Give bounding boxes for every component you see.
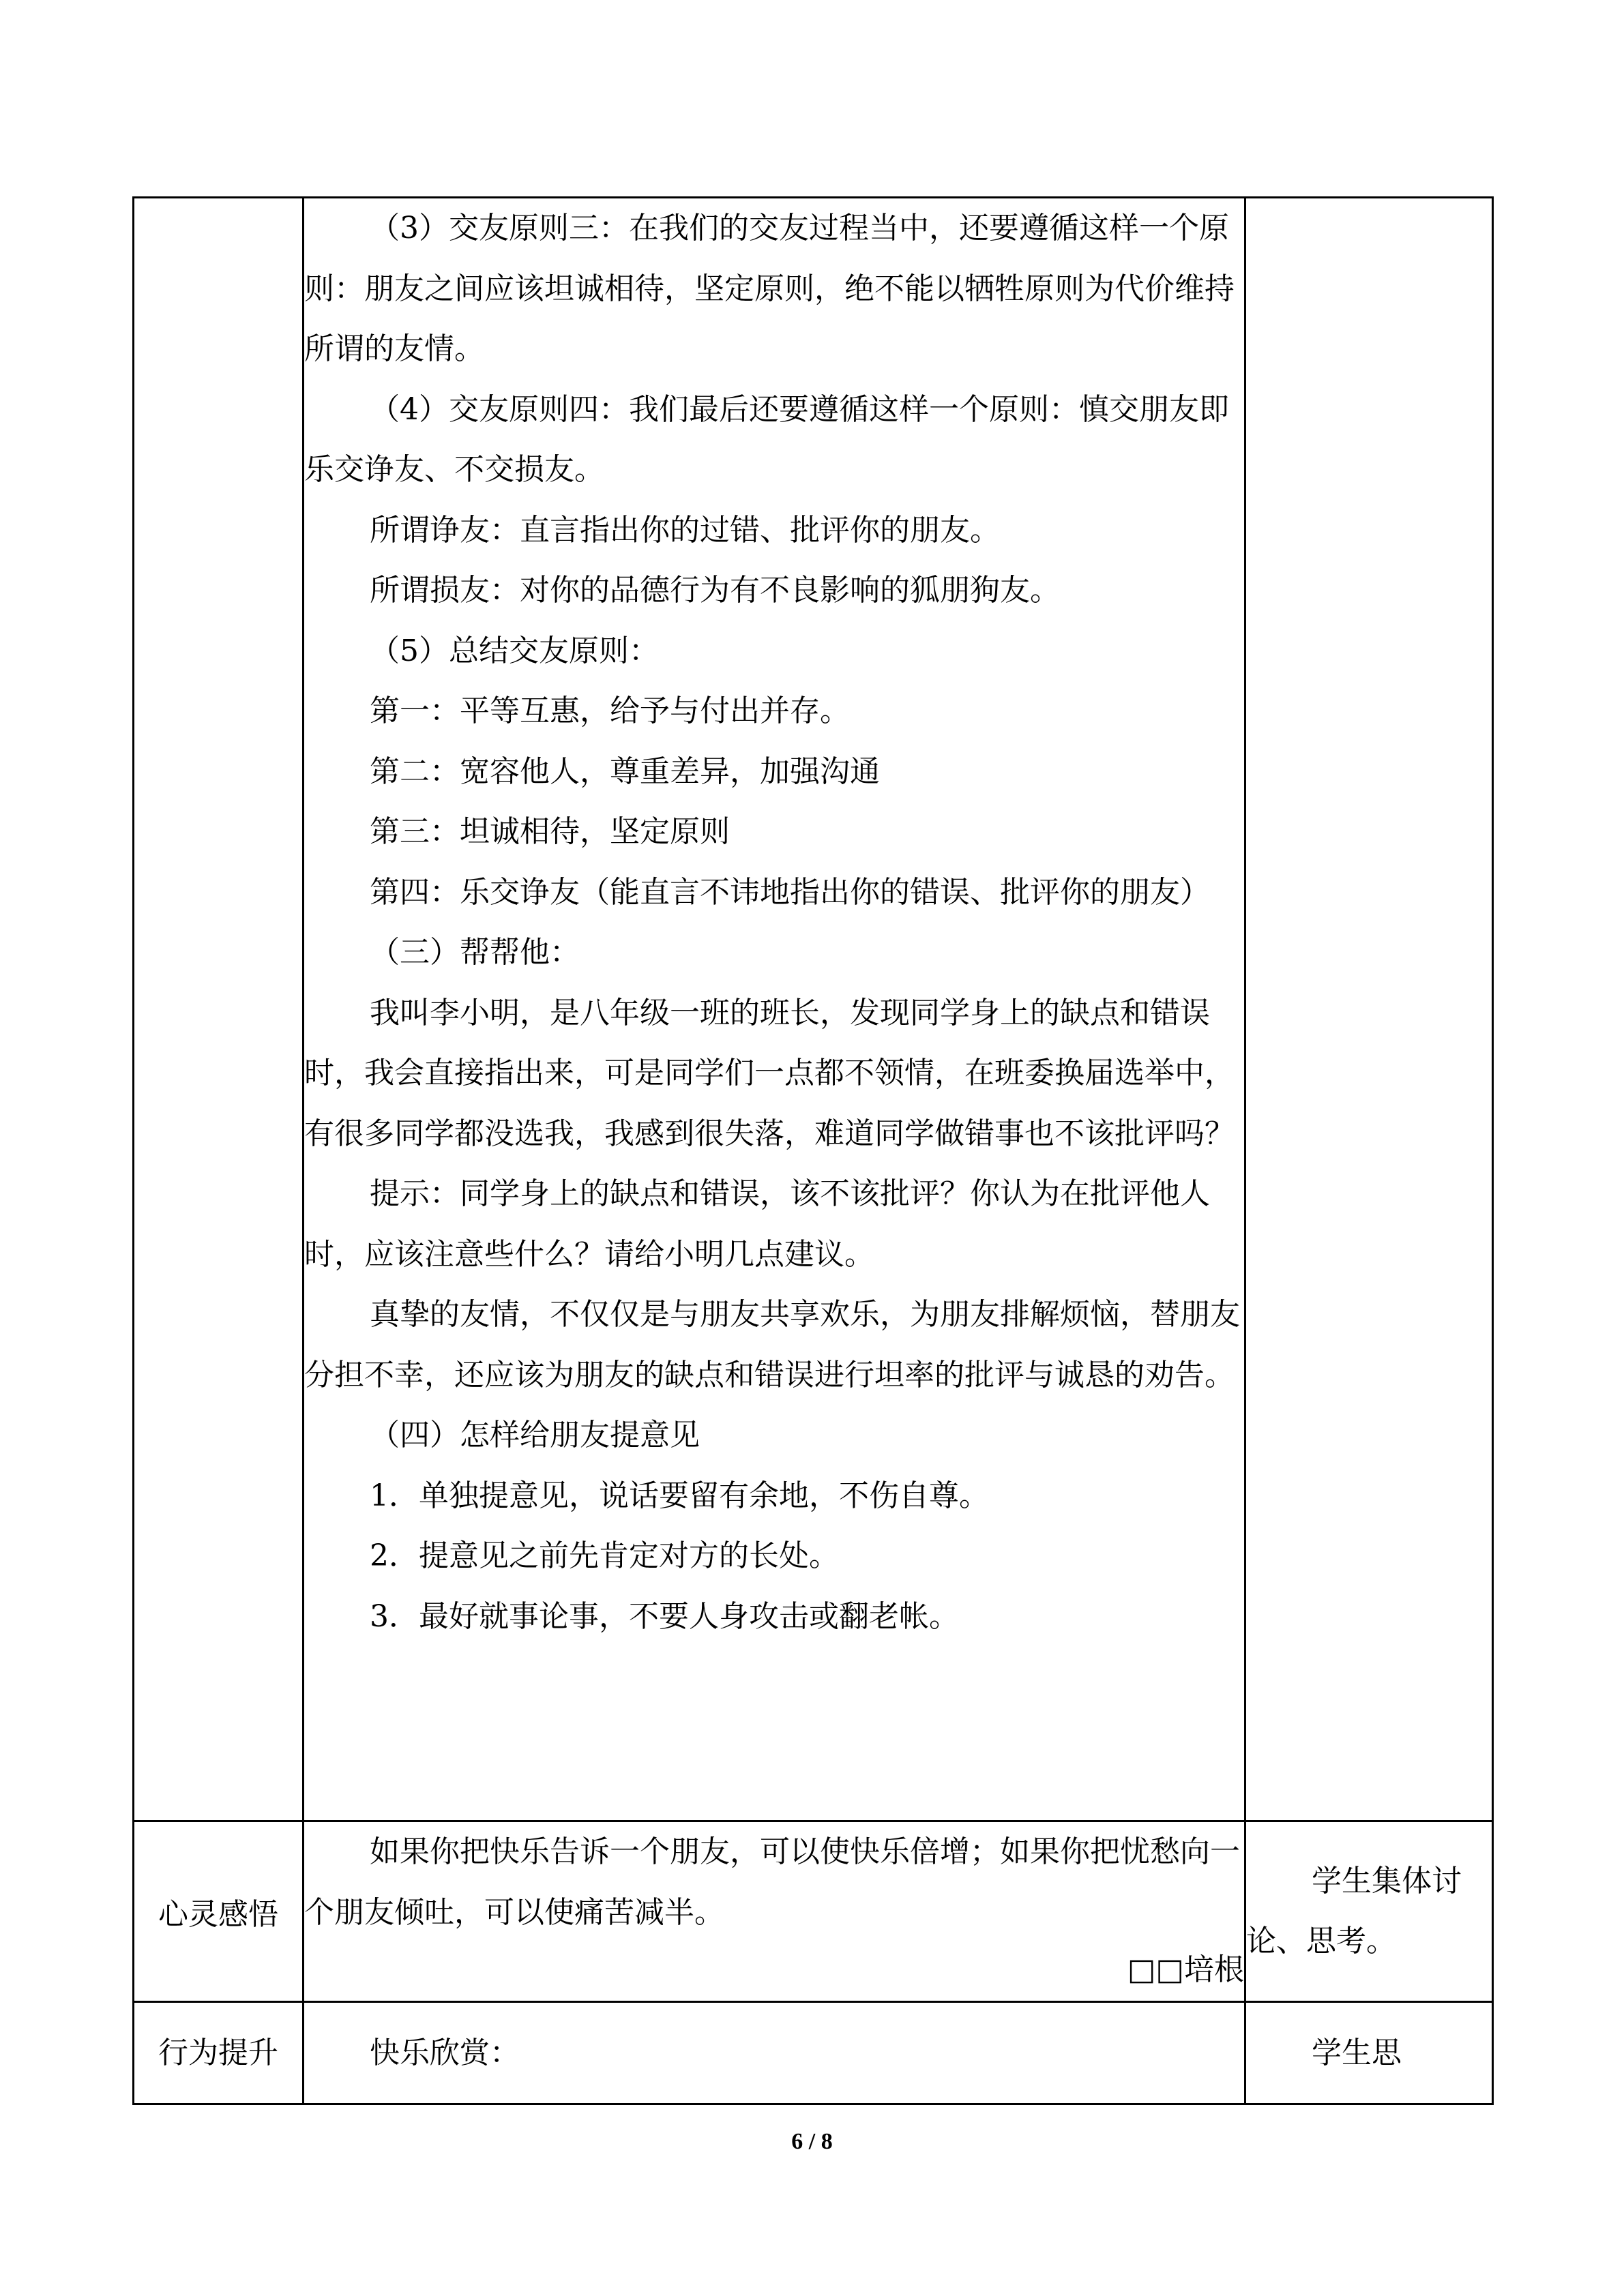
- paragraph: 第二：宽容他人，尊重差异，加强沟通: [370, 754, 880, 789]
- paragraph: 1．单独提意见，说话要留有余地，不伤自尊。: [370, 1478, 989, 1513]
- paragraph: （4）交友原则四：我们最后还要遵循这样一个原则：慎交朋友即乐交诤友、不交损友。: [304, 391, 1229, 487]
- page-number: 6 / 8: [791, 2129, 833, 2154]
- paragraph: 3．最好就事论事，不要人身攻击或翻老帐。: [370, 1598, 959, 1634]
- paragraph: 真挚的友情，不仅仅是与朋友共享欢乐，为朋友排解烦恼，替朋友分担不幸，还应该为朋友的缺点和错误进行坦率的批评与诚恳的劝告。: [304, 1297, 1240, 1392]
- label-cell-empty: [134, 198, 304, 1821]
- paragraph: （3）交友原则三：在我们的交友过程当中，还要遵循这样一个原则：朋友之间应该坦诚相待，坚定原则，绝不能以牺牲原则为代价维持所谓的友情。: [304, 211, 1235, 366]
- quote-text: 如果你把快乐告诉一个朋友，可以使快乐倍增；如果你把忧愁向一个朋友倾吐，可以使痛苦减半。: [304, 1834, 1240, 1930]
- paragraph: 快乐欣赏：: [370, 2035, 520, 2070]
- paragraph: （5）总结交友原则：: [370, 633, 659, 668]
- paragraph: （四）怎样给朋友提意见: [370, 1418, 700, 1452]
- content-cell: [304, 2002, 1245, 2104]
- side-cell-empty: [1245, 198, 1493, 1821]
- row-label: 行为提升: [134, 2002, 304, 2104]
- paragraph: 2．提意见之前先肯定对方的长处。: [370, 1538, 839, 1573]
- paragraph: 所谓诤友：直言指出你的过错、批评你的朋友。: [370, 512, 1000, 548]
- paragraph: （三）帮帮他：: [370, 935, 580, 970]
- lesson-plan-table: [132, 196, 1494, 2105]
- paragraph: 第三：坦诚相待，坚定原则: [370, 814, 730, 849]
- activity-cell: [1245, 2002, 1493, 2104]
- activity-text: 学生思: [1312, 2035, 1402, 2070]
- paragraph: 所谓损友：对你的品德行为有不良影响的狐朋狗友。: [370, 573, 1060, 608]
- table-row: [134, 2002, 1493, 2104]
- row-label: 心灵感悟: [134, 1821, 304, 2002]
- paragraph: 我叫李小明，是八年级一班的班长，发现同学身上的缺点和错误时，我会直接指出来，可是同学们一点都不领情，在班委换届选举中，有很多同学都没选我，我感到很失落，难道同学做错事也不该批评吗？: [304, 995, 1235, 1151]
- paragraph: 第四：乐交诤友（能直言不讳地指出你的错误、批评你的朋友）: [370, 874, 1210, 910]
- paragraph: 提示：同学身上的缺点和错误，该不该批评？你认为在批评他人时，应该注意些什么？请给小明几点建议。: [304, 1176, 1210, 1272]
- table-row: [134, 1821, 1493, 2002]
- activity-text: 学生集体讨论、思考。: [1246, 1864, 1462, 1958]
- table-row: [134, 198, 1493, 1821]
- paragraph: 第一：平等互惠，给予与付出并存。: [370, 694, 850, 728]
- activity-cell: [1245, 1821, 1493, 2002]
- content-cell: [304, 1821, 1245, 2002]
- content-cell: [304, 198, 1245, 1821]
- quote-attribution: □□培根: [1127, 1952, 1244, 1987]
